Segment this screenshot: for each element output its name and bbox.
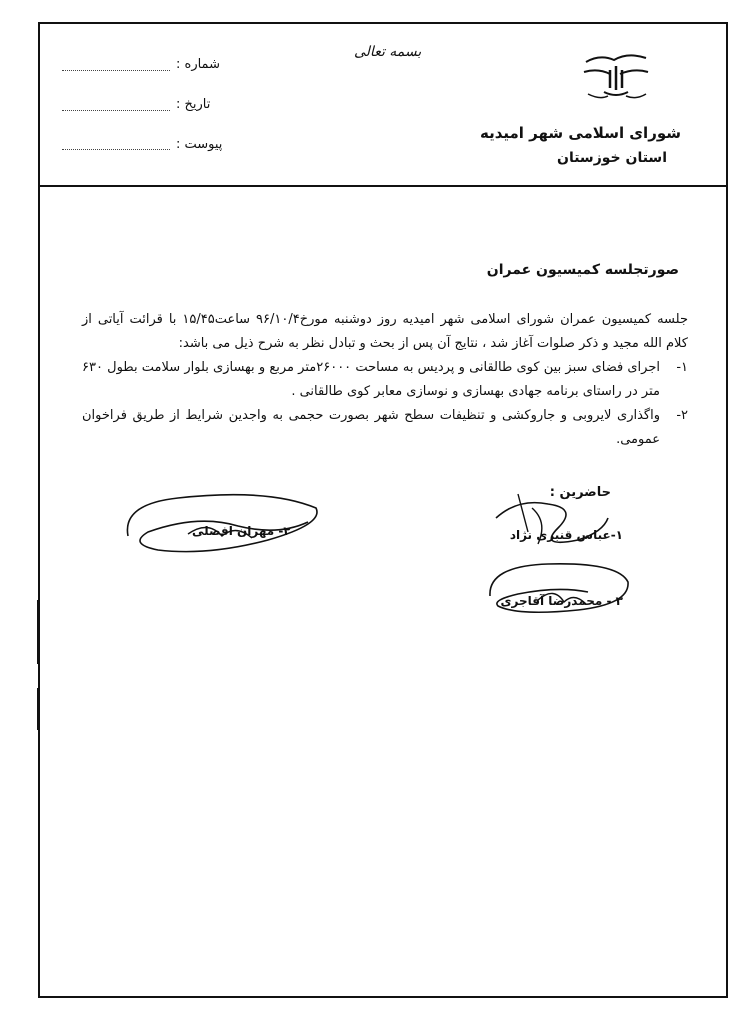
attendee-3: ۳ - محمدرضا آقاجری <box>500 594 623 608</box>
org-name: شورای اسلامی شهر امیدیه <box>479 124 681 142</box>
attachment-field-dots <box>62 149 170 150</box>
item-number: ۲- <box>676 408 688 423</box>
number-field-dots <box>62 70 170 71</box>
item-text: واگذاری لایروبی و جاروکشی و تنظیفات سطح شهر بصورت حجمی به واجدین شرایط از طریق فراخوان عمومی. <box>82 408 660 447</box>
iran-emblem-icon <box>580 48 652 104</box>
list-item <box>82 356 688 404</box>
signature-2 <box>118 484 328 570</box>
date-field-dots <box>62 110 170 111</box>
attendee-2: ۲- مهران افضلی <box>192 524 291 538</box>
item-text: اجرای فضای سبز بین کوی طالقانی و پردیس به مساحت ۲۶۰۰۰متر مربع و بهسازی بلوار سلامت بطول ۶۳۰ متر در راستای برنامه جهادی بهسازی و نوسازی معابر کوی طالقانی . <box>82 360 660 399</box>
margin-mark <box>37 688 39 730</box>
attendee-1: ۱-عباس قنبری نژاد <box>509 528 623 542</box>
signature-3 <box>478 556 638 626</box>
intro-paragraph: جلسه کمیسیون عمران شورای اسلامی شهر امیدیه روز دوشنبه مورخ۹۶/۱۰/۴ ساعت۱۵/۴۵ با قرائت آیاتی از کلام الله مجید و ذکر صلوات آغاز شد ، نتایج آن پس از بحث و تبادل نظر به شرح ذیل می باشد: <box>82 312 688 351</box>
document-title: صورتجلسه کمیسیون عمران <box>486 262 679 278</box>
attendees-label: حاضرین : <box>549 485 611 500</box>
signature-1 <box>488 488 618 558</box>
bismillah: بسمه تعالی <box>354 44 422 60</box>
number-label: شماره : <box>176 57 220 72</box>
province: استان خوزستان <box>557 150 667 166</box>
list-item <box>82 404 688 452</box>
attachment-label: پیوست : <box>176 137 223 152</box>
item-number: ۱- <box>676 360 688 375</box>
header-divider <box>38 185 728 187</box>
margin-mark <box>37 600 39 664</box>
date-label: تاریخ : <box>176 97 211 112</box>
minutes-body <box>82 308 688 452</box>
